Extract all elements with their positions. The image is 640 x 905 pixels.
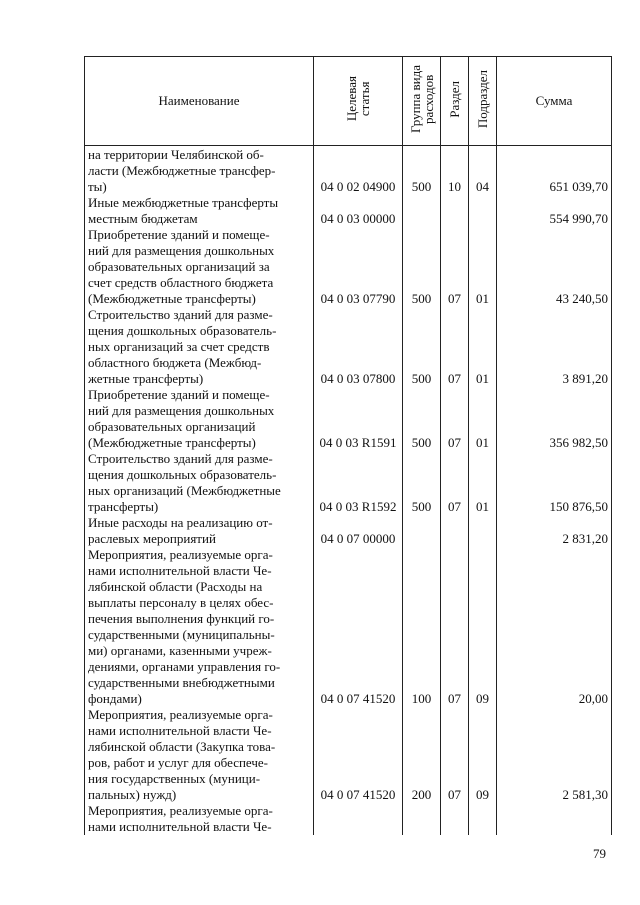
cell-name: Мероприятия, реализуемые орга- нами исполнительной власти Че- (85, 803, 314, 835)
cell-name: Мероприятия, реализуемые орга- нами исполнительной власти Че- лябинской области (Закупка това- ров, работ и услуг для обеспече- ния государственных (муници- пальных) нужд) (85, 707, 314, 803)
cell-section: 07 (441, 387, 469, 451)
header-sum-label: Сумма (535, 93, 573, 108)
table-row (85, 515, 612, 547)
cell-sum: 3 891,20 (497, 307, 612, 387)
header-group (403, 57, 441, 146)
page-number: 79 (593, 846, 606, 861)
cell-subsection: 01 (469, 307, 497, 387)
cell-target: 04 0 03 R1591 (314, 387, 403, 451)
cell-sum: 20,00 (497, 547, 612, 707)
cell-subsection: 04 (469, 146, 497, 196)
cell-target: 04 0 03 07790 (314, 227, 403, 307)
cell-name: Приобретение зданий и помеще- ний для размещения дошкольных образовательных организаций (Межбюджетные трансферты) (85, 387, 314, 451)
cell-section: 07 (441, 227, 469, 307)
table-row (85, 451, 612, 515)
cell-section (441, 803, 469, 835)
table-row (85, 803, 612, 835)
cell-section: 07 (441, 307, 469, 387)
cell-name: Строительство зданий для разме- щения дошкольных образователь- ных организаций (Межбюджетные трансферты) (85, 451, 314, 515)
cell-subsection: 01 (469, 227, 497, 307)
cell-sum: 150 876,50 (497, 451, 612, 515)
cell-target: 04 0 03 R1592 (314, 451, 403, 515)
header-target-label: Целевая статья (344, 76, 372, 122)
budget-table (84, 56, 612, 835)
header-target (314, 57, 403, 146)
cell-target: 04 0 03 07800 (314, 307, 403, 387)
cell-sum: 2 831,20 (497, 515, 612, 547)
table-row (85, 195, 612, 227)
cell-section: 07 (441, 547, 469, 707)
cell-sum: 554 990,70 (497, 195, 612, 227)
cell-sum (497, 803, 612, 835)
header-name-label: Наименование (158, 93, 240, 108)
cell-group (403, 515, 441, 547)
cell-subsection (469, 803, 497, 835)
cell-name: на территории Челябинской об- ласти (Межбюджетные трансфер- ты) (85, 146, 314, 196)
cell-target: 04 0 07 41520 (314, 547, 403, 707)
cell-group: 500 (403, 387, 441, 451)
cell-target: 04 0 02 04900 (314, 146, 403, 196)
cell-group: 500 (403, 146, 441, 196)
cell-sum: 651 039,70 (497, 146, 612, 196)
cell-name: Мероприятия, реализуемые орга- нами исполнительной власти Че- лябинской области (Расходы на выплаты персоналу в целях обес- печения выполнения функций го- сударственными (муниципальны- ми) органами, казенными учреж- дениями, органами управления го- сударственными внебюджетными фондами) (85, 547, 314, 707)
cell-subsection (469, 195, 497, 227)
table-row (85, 387, 612, 451)
cell-sum: 43 240,50 (497, 227, 612, 307)
cell-group (403, 195, 441, 227)
cell-subsection (469, 515, 497, 547)
header-name (85, 57, 314, 146)
cell-subsection: 09 (469, 547, 497, 707)
table-row (85, 227, 612, 307)
cell-group (403, 803, 441, 835)
cell-group: 500 (403, 451, 441, 515)
cell-name: Иные расходы на реализацию от- раслевых мероприятий (85, 515, 314, 547)
cell-subsection: 01 (469, 387, 497, 451)
header-sum (497, 57, 612, 146)
header-subsection (469, 57, 497, 146)
table-header-row (85, 57, 612, 146)
cell-group: 500 (403, 307, 441, 387)
cell-section (441, 515, 469, 547)
cell-subsection: 09 (469, 707, 497, 803)
cell-target: 04 0 03 00000 (314, 195, 403, 227)
cell-section: 07 (441, 451, 469, 515)
cell-target (314, 803, 403, 835)
cell-section: 07 (441, 707, 469, 803)
cell-target: 04 0 07 00000 (314, 515, 403, 547)
cell-target: 04 0 07 41520 (314, 707, 403, 803)
cell-subsection: 01 (469, 451, 497, 515)
table-row (85, 547, 612, 707)
cell-sum: 356 982,50 (497, 387, 612, 451)
cell-name: Строительство зданий для разме- щения дошкольных образователь- ных организаций за счет средств областного бюджета (Межбюд- жетные трансферты) (85, 307, 314, 387)
table-row (85, 307, 612, 387)
table-row (85, 707, 612, 803)
cell-group: 200 (403, 707, 441, 803)
cell-sum: 2 581,30 (497, 707, 612, 803)
header-subsection-label: Подраздел (475, 69, 490, 129)
header-section-label: Раздел (447, 80, 462, 118)
header-group-label: Группа вида расходов (407, 65, 436, 133)
table-row (85, 146, 612, 196)
cell-group: 100 (403, 547, 441, 707)
budget-table-container (84, 56, 611, 835)
cell-section (441, 195, 469, 227)
cell-section: 10 (441, 146, 469, 196)
cell-group: 500 (403, 227, 441, 307)
cell-name: Иные межбюджетные трансферты местным бюджетам (85, 195, 314, 227)
cell-name: Приобретение зданий и помеще- ний для размещения дошкольных образовательных организаций за счет средств областного бюджета (Межбюджетные трансферты) (85, 227, 314, 307)
header-section (441, 57, 469, 146)
